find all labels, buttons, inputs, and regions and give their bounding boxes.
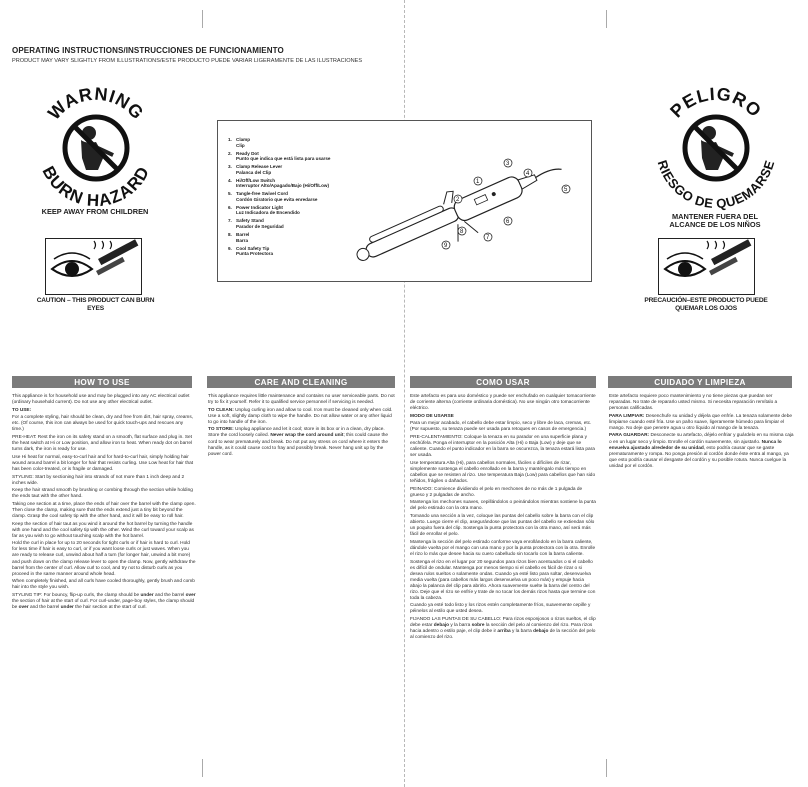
peligro-caption-line1: MANTENER FUERA DEL	[672, 212, 758, 221]
list-item: 8. Barrel Barra	[228, 232, 250, 243]
list-item: 5. Tangle-free Swivel Cord Cordón Giratorio que evita enredarse	[228, 191, 318, 202]
paragraph: Keep the section of hair taut as you wind it around the hot barrel by turning the handle with one hand and the cool safety tip with the other. Wind the curl toward your scalp as far as you wish to go without touching scalp with the hot barrel.	[12, 521, 194, 539]
paragraph: TO CLEAN: Unplug curling iron and allow to cool. Iron must be cleaned only when cold. Use a soft, slightly damp cloth to wipe the handle. Do not allow water or any other liquid to go into handle of the iron.	[208, 407, 393, 425]
crop-mark	[606, 759, 607, 777]
section-header-care: CARE AND CLEANING	[207, 376, 395, 388]
paragraph: Tomando una sección a la vez, coloque las puntas del cabello sobre la barra con el clip abierto. Luego cierre el clip, asegurándose que las puntas del cabello se extiendan sólo un poquito fuera del clip. Sostenga la punta protectora con la otra mano, así será más fácil de enrollar el pelo.	[410, 514, 595, 538]
label: TO USE:	[12, 407, 32, 413]
paragraph: Para un mejor acabado, el cabello debe estar limpio, seco y libre de laca, cremas, etc. (Por supuesto, su tenaza puede ser usada para retoques en casos de emergencia.)	[410, 421, 592, 433]
list-item: 7. Safety Stand Parador de Seguridad	[228, 218, 284, 230]
fold-line	[404, 0, 405, 787]
care-text	[208, 394, 396, 459]
eye-curling-iron-icon	[659, 239, 754, 294]
cuidado-text	[609, 394, 795, 471]
peligro-top-text: PELIGRO	[666, 83, 766, 122]
how-to-use-text	[12, 394, 196, 613]
list-item: 1. Clamp Clip	[228, 137, 251, 148]
paragraph: PEINADO: Comience dividiendo el pelo en mechones de no más de 1 pulgada de grueso y 2 pulgadas de ancho.	[410, 486, 583, 498]
list-item: 3. Clamp Release Lever Palanca del Clip	[228, 164, 283, 175]
paragraph: This appliance requires little maintenance and contains no user serviceable parts. Do not try to fix it yourself. Refer it to qualified service personnel if servicing is needed.	[208, 394, 395, 406]
callout-7: 7	[486, 235, 490, 241]
paragraph: Hold the curl in place for up to 20 seconds for tight curls or if hair is hard to curl. Hold for less time if hair is easy to curl, or if you want loose curls or just waves. When you are ready to release curl, unwind about half a turn (for longer hair, unwind a bit more) and push down on the clamp release lever to open the clamp. Now, gently withdraw the barrel from the center of curl. Allow curl to cool, and try not to disturb curls as you proceed in the same manner around whole head.	[12, 541, 196, 577]
page-title: OPERATING INSTRUCTIONS/INSTRUCCIONES DE FUNCIONAMIENTO	[12, 46, 284, 55]
callout-9: 9	[444, 243, 448, 249]
page-subtitle: PRODUCT MAY VARY SLIGHTLY FROM ILLUSTRATIONS/ESTE PRODUCTO PUEDE VARIAR LIGERAMENTE DE LAS ILUSTRACIONES	[12, 58, 363, 64]
peligro-bottom-text: RIESGO DE QUEMARSE	[654, 158, 778, 212]
callout-4: 4	[526, 171, 530, 177]
como-usar-text	[410, 394, 596, 643]
paragraph: Use temperatura Alta (Hi), para cabellos normales, fáciles o difíciles de rizar, simplemente sostenga el cabello enrollado en la barra y manténgalo más tiempo en cabellos que se resisten al rizo. Use temperatura Baja (Low) para cabellos que han sido teñidos, frágiles o dañados.	[410, 460, 596, 484]
label: MODO DE USARSE	[410, 413, 454, 419]
paragraph: PRE-HEAT: Rest the iron on its safety stand on a smooth, flat surface and plug in. Set the heat switch at Hi or Low position, and allow iron to heat. When ready dot on barrel turns dark, the iron is ready for use.	[12, 435, 193, 453]
warning-emblem	[26, 78, 166, 218]
paragraph: TO STORE: Unplug appliance and let it cool; store in its box or in a clean, dry place. Store the cord loosely coiled. Never wrap the cord around unit; this could cause the cord to wear prematurely and break. Do not put any stress on cord where it enters the handle, as it could cause cord to fray and possibly break. Never hang unit up by the power cord.	[208, 427, 389, 457]
paragraph: This appliance is for household use and may be plugged into any AC electrical outlet (ordinary household current). Do not use any other electrical outlet.	[12, 394, 190, 406]
product-diagram	[217, 120, 592, 282]
callout-6: 6	[506, 219, 510, 225]
paragraph: PRE-CALENTAMIENTO: Coloque la tenaza en su parador en una superficie plana y enchúfela. Ponga el interruptor en la posición Alta (Hi) o Baja (Low) y deje que se caliente. Cuando el punto indicador en la barra se oscurezca, la tenaza estará lista para ser usada.	[410, 435, 595, 459]
warning-caption: KEEP AWAY FROM CHILDREN	[41, 207, 149, 216]
paragraph: Este artefacto es para uso doméstico y puede ser enchufado en cualquier tomacorriente de corriente alterna (corriente ordinaria doméstica). No use ningún otro tomacorriente eléctrico.	[410, 394, 596, 412]
warning-top-text: WARNING	[44, 83, 149, 124]
paragraph: STYLING TIP: For bouncy, flip-up curls, the clamp should be under and the barrel over the section of hair at the start of curl. For curl-under, page-boy styles, the clamp should be over and the barrel under the hair section at the start of curl.	[12, 592, 196, 611]
paragraph: Mantenga los mechones suaves, cepillándolos o peinándolos mientras sostiene la punta del pelo estirado con la otra mano.	[410, 500, 596, 512]
section-header-how-to-use: HOW TO USE	[12, 376, 192, 388]
list-item: 9. Cool Safety Tip Punta Protectora	[228, 245, 274, 257]
peligro-emblem	[646, 78, 786, 218]
list-item: 6. Power Indicator Light Luz Indicadora de Encendido	[228, 204, 300, 216]
list-item: 4. Hi/Off/Low Switch Interruptor Alto/Apagado/Bajo (Hi/Off/Low)	[228, 177, 329, 189]
callout-8: 8	[460, 229, 464, 235]
paragraph: PARA GUARDAR: Desconecte su artefacto, déjelo enfriar y guárdelo en su misma caja o en un lugar seco y limpio. Enrolle el cordón suavemente, sin ajustarlo. Nunca lo envuelva ajustado alrededor de su unidad, esto podría causar que se gaste prematuramente y rompa. No ponga presión al cordón donde éste entra al mango, ya que esto podría causar el desgaste del cordón y su posible rotura. Nunca cuelgue la unidad por el cordón.	[609, 433, 794, 469]
paragraph: Mantenga la sección del pelo estirado conforme vaya enrollándolo en la barra caliente, dándole vuelta por el mango con una mano y por la punta protectora con la otra. Enrolle el rizo lo más que desee hacia su cuero cabelludo sin tocarlo con la barra caliente.	[410, 539, 596, 557]
paragraph: Taking one section at a time, place the ends of hair over the barrel with the clamp open. Then close the clamp, making sure that the ends extend just a tiny bit beyond the clamp. Grasp the cool safety tip with the other hand, and it will be easy to roll hair.	[12, 501, 196, 519]
caution-image	[45, 238, 142, 295]
curling-iron-drawing	[338, 141, 588, 271]
paragraph: Use Hi heat for normal, easy-to-curl hair and for hard-to-curl hair, simply holding hair wound around barrel a bit longer for hair that resists curling. Use Low heat for hair that has been color-treated, or is fragile or damaged.	[12, 454, 194, 472]
eye-curling-iron-icon	[46, 239, 141, 294]
precaucion-text	[642, 297, 770, 313]
section-header-como-usar: COMO USAR	[410, 376, 596, 388]
paragraph: PARA LIMPIAR: Desenchufe su unidad y déjela que enfríe. La tenaza solamente debe limpiarse cuando esté fría. Use un paño suave, ligeramente húmedo para limpiar el mango. No deje que penetre agua u otro líquido al mango de la tenaza.	[609, 413, 792, 431]
crop-mark	[202, 10, 203, 28]
section-header-cuidado: CUIDADO Y LIMPIEZA	[608, 376, 792, 388]
paragraph: STYLING: Start by sectioning hair into strands of not more than 1 inch deep and 2 inches wide.	[12, 474, 185, 486]
callout-1: 1	[476, 179, 480, 185]
callout-3: 3	[506, 161, 510, 167]
list-item: 2. Ready Dot Punto que indica que está lista para usarse	[228, 150, 331, 162]
paragraph: Sostenga el rizo en el lugar por 20 segundos para rizos bien acentuados o si el cabello es difícil de ondular. Mantenga por menos tiempo si el cabello es fácil de rizar o si desea rulos sueltos o solamente ondas. Cuando ya esté listo para soltar, desenvuelva media vuelta (para cabellos más largos desenvuelva un poco más) y empuje hacia abajo la palanca del clip para abrirlo. Ahora suavemente suelte la barra del centro del rizo. Deje que el rizo se enfríe y trate de no tocar los demás rizos hasta que termine con toda la cabeza.	[410, 559, 596, 601]
paragraph: When completely finished, and all curls have cooled thoroughly, gently brush and comb hair into the style you wish.	[12, 579, 195, 591]
warning-bottom-text: BURN HAZARD	[38, 162, 154, 211]
paragraph: Cuando ya esté todo listo y los rizos estén completamente fríos, suavemente cepille y péinelos al estilo que usted desea.	[410, 603, 591, 615]
peligro-caption	[650, 213, 780, 229]
callout-5: 5	[564, 187, 568, 193]
precaucion-line2: QUEMAR LOS OJOS	[675, 305, 737, 312]
precaucion-line1: PRECAUCIÓN–ESTE PRODUCTO PUEDE	[644, 297, 768, 304]
paragraph: FIJANDO LAS PUNTAS DE SU CABELLO: Para rizos esponjosos o rizos sueltos, el clip debe estar debajo y la barra sobre la sección del pelo al comienzo del rizo. Para rizos hacia adentro o estilo paje, el clip debe ir arriba y la barra debajo de la sección del pelo al comienzo del rizo.	[410, 617, 596, 641]
precaucion-image	[658, 238, 755, 295]
crop-mark	[202, 759, 203, 777]
peligro-caption-line2: ALCANCE DE LOS NIÑOS	[669, 220, 761, 229]
callout-2: 2	[456, 197, 460, 203]
paragraph: Este artefacto requiere poco mantenimiento y no tiene piezas que puedan ser reparadas. No trate de repararlo usted mismo. Si necesita reparación remítalo a personas calificadas.	[609, 394, 778, 412]
crop-mark	[606, 10, 607, 28]
caution-text: CAUTION – THIS PRODUCT CAN BURN EYES	[36, 297, 155, 312]
paragraph: For a complete styling, hair should be clean, dry and free from dirt, hair spray, creams, etc. (Of course, this iron can always be used for quick touch-ups and rescues any time.)	[12, 415, 194, 433]
paragraph: Keep the hair strand smooth by brushing or combing through the section while holding the ends taut with the other hand.	[12, 488, 193, 500]
svg-text:BURN HAZARD	[39, 163, 154, 210]
